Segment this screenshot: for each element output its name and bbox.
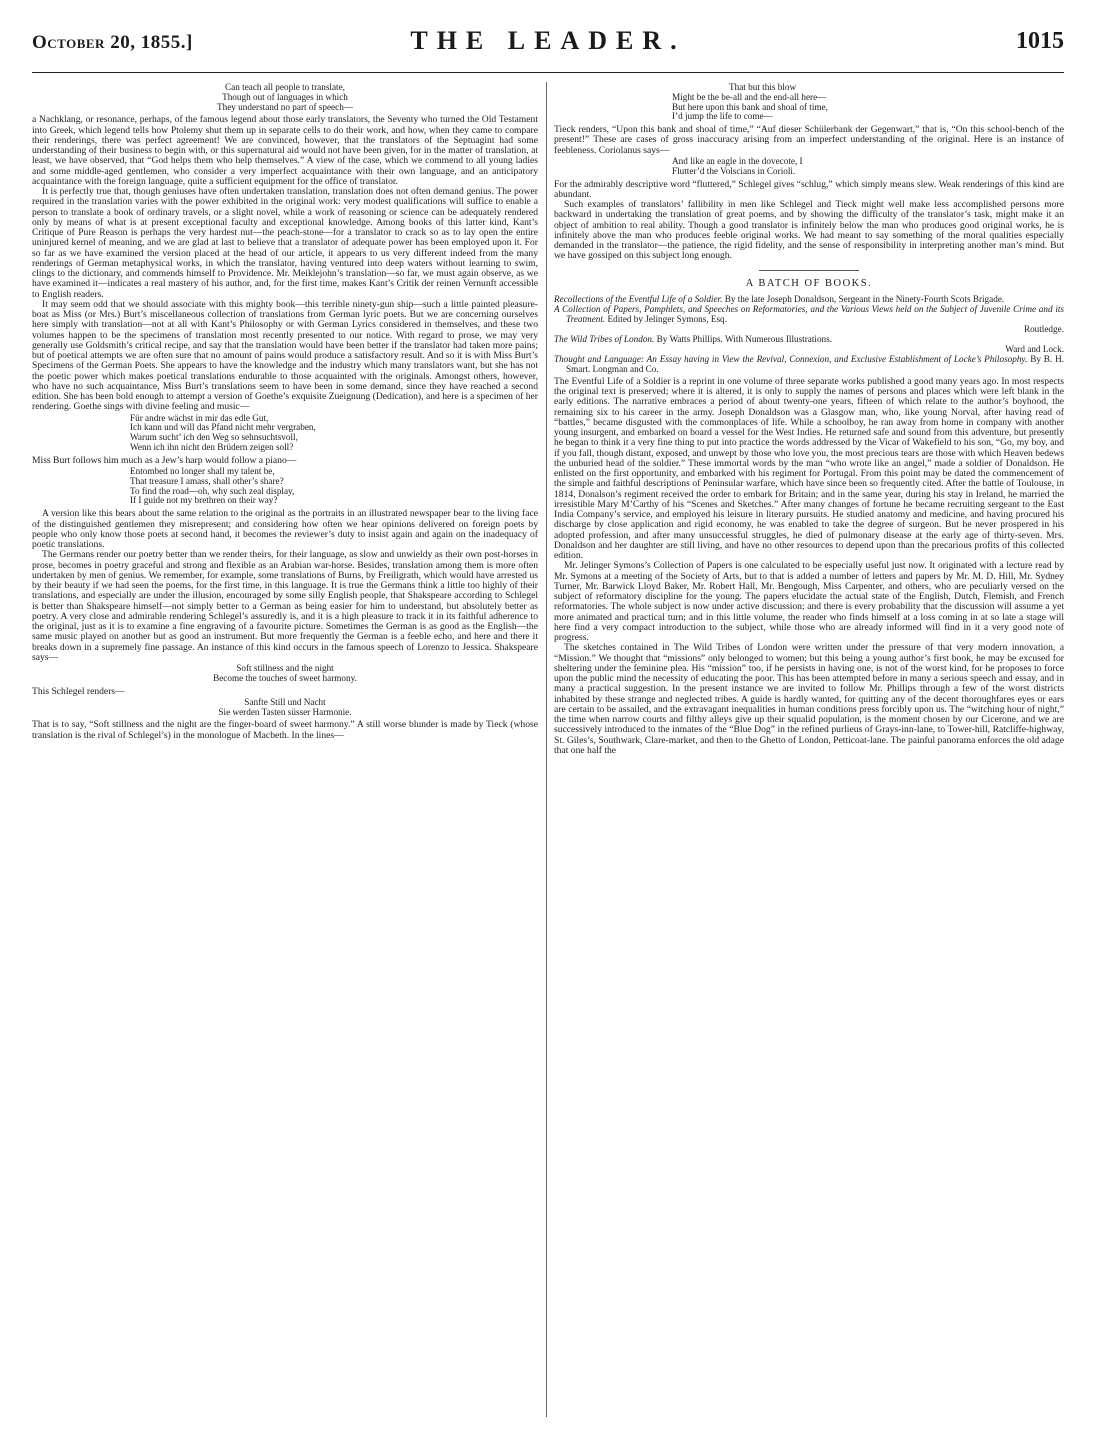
article-paragraph: A version like this bears about the same relation to the original as the portraits in an illustrated newspaper bear to the living face of the distinguished gentlemen they misrepresent; and considering how often we hear opinions delivered on foreign poets by people who only know those poets at second hand, it becomes the reviewer’s duty to insist again and again on the inadequacy of poetic translations. xyxy=(32,508,538,551)
section-title: A BATCH OF BOOKS. xyxy=(745,277,873,289)
verse-quote xyxy=(32,83,538,112)
book-title: A Collection of Papers, Pamphlets, and Speeches on Reformatories, and the Various Views held on the Subject of Juvenile Crime and its Treatment. xyxy=(554,303,1064,324)
verse-line: To find the road—oh, why such zeal display, xyxy=(130,485,295,496)
verse-line: I’d jump the life to come— xyxy=(672,111,773,122)
book-title: Thought and Language: An Essay having in View the Revival, Connexion, and Exclusive Establishment of Locke’s Philosophy. xyxy=(554,353,1028,364)
verse-line: Might be the be-all and the end-all here— xyxy=(672,91,827,102)
verse-line: And like an eagle in the dovecote, I xyxy=(672,155,803,166)
verse-line: Soft stillness and the night xyxy=(236,663,334,674)
verse-line: But here upon this bank and shoal of time, xyxy=(672,101,828,112)
article-paragraph: It is perfectly true that, though geniuses have often undertaken translation, translation does not often demand genius. The power required in the translation varies with the power exhibited in the original work: very modest qualifications will suffice to enable a person to translate a book of ordinary travels, or a slight novel, while a work of reasoning or science can be adequately rendered only by means of what is at present exceptional faculty and exceptional knowledge. Among books of this latter kind, Kant’s Critique of Pure Reason is perhaps the very hardest nut—the peach-stone—for a translator to crack so as to lay open the entire uninjured kernel of meaning, and we are glad at last to believe that a translator of adequate power has been employed upon it. For so far as we have examined the version placed at the head of our article, it appears to us very different indeed from the many renderings of German metaphysical works, in which the translator, having ventured into deep waters without learning to swim, clings to the dictionary, and commends himself to Providence. Mr. Meiklejohn’s translation—so far, we must again observe, as we have examined it—indicates a real mastery of his author, and, for the first time, makes Kant’s Critik der reinen Vernunft accessible to English readers. xyxy=(32,186,538,300)
book-entry xyxy=(554,304,1064,334)
section-heading xyxy=(554,270,1064,289)
article-paragraph: Mr. Jelinger Symons’s Collection of Papers is one calculated to be especially useful just now. It originated with a lecture read by Mr. Symons at a meeting of the Society of Arts, but to that is added a number of letters and papers by Mr. M. D. Hill, Mr. Sydney Turner, Mr. Barwick Lloyd Baker, Mr. Robert Hall, Mr. Bengough, Miss Carpenter, and others, who are peculiarly versed on the subject of reformatory discipline for the young. The papers elucidate the actual state of the English, Dutch, Flemish, and French reformatories. The whole subject is now under active discussion; and there is every probability that the discussion will assume a yet more animated and practical turn; and in this little volume, the reader who finds himself at a loss coming in at so late a stage will here find a very compact introduction to the subject, while those who are already informed will find in it a very good note of progress. xyxy=(554,560,1064,644)
book-title: Recollections of the Eventful Life of a Soldier. xyxy=(554,293,723,304)
verse-quote-english xyxy=(32,467,538,506)
book-details: By Watts Phillips. With Numerous Illustrations. xyxy=(656,333,833,344)
book-list xyxy=(554,294,1064,374)
issue-date: October 20, 1855.] xyxy=(32,32,193,53)
verse-line: Flutter’d the Volscians in Corioli. xyxy=(672,165,796,176)
book-title: The Wild Tribes of London. xyxy=(554,333,655,344)
article-paragraph: The Germans render our poetry better than we render theirs, for their language, as slow and unwieldy as their own post-horses in prose, becomes in poetry graceful and strong and flexible as an Arabian war-horse. Besides, translation among them is more often undertaken by men of genius. We remember, for example, some translations of Burns, by Freiligrath, which would have arrested us by their beauty if we had seen the poems, for the first time, in this language. It is true the Germans think a little too highly of their translations, and especially are under the illusion, encouraged by some silly English people, that Shakspeare according to Schlegel is better than Shakspeare himself—not simply better to a German as being easier for him to understand, but absolutely better as poetry. A very close and admirable rendering Schlegel’s assuredly is, and it is a high pleasure to track it in its faithful adherence to the original, just as it is to examine a fine engraving of a favourite picture. Sometimes the German is as good as the English—the same music played on another but as good an instrument. But more frequently the German is a feeble echo, and here and there it breaks down in a supremely fine passage. An instance of this kind occurs in the famous speech of Lorenzo to Jessica. Shakspeare says— xyxy=(32,549,538,663)
masthead xyxy=(32,10,1064,73)
right-column xyxy=(554,82,1064,1417)
article-paragraph: The Eventful Life of a Soldier is a reprint in one volume of three separate works published a good many years ago. In most respects the original text is preserved; where it is altered, it is only to supply the names of persons and places which were left blank in the early editions. The narrative embraces a period of about twenty-one years, fifteen of which relate to the author’s boyhood, the remaining six to his career in the army. Joseph Donaldson was a Glasgow man, who, like young Norval, after having read of “battles,” became disgusted with the commonplaces of life. While a schoolboy, he ran away from home in company with another young insurgent, and embarked on board a vessel for the West Indies. He returned safe and sound from this adventure, but presently he began to think it a very fine thing to put into practice the words addressed by the Vicar of Wakefield to his son, “Go, my boy, and if you fall, though distant, exposed, and unwept by those who love you, the most precious tears are those with which Heaven bedews the unburied head of the soldier.” These immortal words by the man “who wrote like an angel,” made a soldier of Donaldson. He enlisted on the first opportunity, and embarked with his regiment for Portugal. From this point may be dated the commencement of the simple and faithful descriptions of Peninsular warfare, which have since been so frequently cited. After the battle of Toulouse, in 1814, Donalson’s regiment received the order to embark for Britain; and in the same year, during his stay in Ireland, he married the irresistible Mary M’Carthy of his “Scenes and Sketches.” After many changes of fortune he became recruiting sergeant to the East India Company’s service, and employed his leisure in literary pursuits. He studied anatomy and medicine, and having procured his discharge by close application and rigid economy, he was enabled to take the degree of surgeon. But he never prospered in his adopted profession, and after many unsuccessful struggles, he died of pulmonary disease at the early age of thirty-seven. Mrs. Donaldson and her daughter are still living, and have no other resources to depend upon than the precarious profits of this collected edition. xyxy=(554,375,1064,562)
verse-line: Sie werden Tasten süsser Harmonie. xyxy=(218,706,352,717)
article-paragraph: It may seem odd that we should associate with this mighty book—this terrible ninety-gun ship—such a little painted pleasure-boat as Miss (or Mrs.) Burt’s miscellaneous collection of translations from German lyric poets. But we are concerning ourselves here simply with translation—not at all with Kant’s Philosophy or with German Lyrics considered in themselves, and these two volumes happen to be the specimens of translation most recently presented to our notice. With regard to prose, we may very generally use Goldsmith’s critical recipe, and say that the translation would have been better if the translator had taken more pains; but of poetical attempts we are often sure that no amount of pains would produce a satisfactory result. And so it is with Miss Burt’s Specimens of the German Poets. She appears to have the knowledge and the industry which many translators want, but she has not the poetic power which makes poetical translations endurable to those acquainted with the originals. Amongst others, however, who have no such acquaintance, Miss Burt’s translations seem to have been in some demand, since they have reached a second edition. She has been bold enough to attempt a version of Goethe’s exquisite Zueignung (Dedication), and here is a specimen of her rendering. Goethe sings with divine feeling and music— xyxy=(32,298,538,413)
book-details: By B. H. Smart. Longman and Co. xyxy=(566,353,1064,374)
book-details: Edited by Jelinger Symons, Esq. xyxy=(607,313,727,324)
verse-quote-macbeth xyxy=(554,83,1064,122)
verse-line: That treasure I amass, shall other’s share? xyxy=(130,475,284,486)
verse-line: They understand no part of speech— xyxy=(217,101,353,112)
column-divider xyxy=(546,82,547,1417)
verse-line: Ich kann und will das Pfand nicht mehr vergraben, xyxy=(130,422,316,433)
verse-line: Become the touches of sweet harmony. xyxy=(213,672,357,683)
book-entry xyxy=(554,334,1064,354)
article-paragraph: This Schlegel renders— xyxy=(32,685,125,697)
verse-line: Entombed no longer shall my talent be, xyxy=(130,466,275,477)
verse-line: Can teach all people to translate, xyxy=(225,82,345,92)
verse-quote-schlegel xyxy=(32,698,538,718)
page-number: 1015 xyxy=(1016,28,1064,54)
verse-quote-german xyxy=(32,414,538,453)
book-publisher: Routledge. xyxy=(1023,323,1064,334)
verse-line: Though out of languages in which xyxy=(222,91,348,102)
section-rule xyxy=(759,270,859,271)
article-paragraph: For the admirably descriptive word “fluttered,” Schlegel gives “schlug,” which simply means slew. Weak renderings of this kind are abundant. xyxy=(554,178,1064,200)
verse-line: Wenn ich ihn nicht den Brüdern zeigen soll? xyxy=(130,442,294,453)
article-paragraph: a Nachklang, or resonance, perhaps, of the famous legend about those early translators, the Seventy who turned the Old Testament into Greek, which legend tells how Ptolemy shut them up in separate cells to do their work, and how, when they came to compare their renderings, there was perfect agreement! We are convinced, however, that the translators of the Septuagint had some understanding of their business to begin with, or this supernatural aid would not have been given, for in the matter of translation, at least, we have observed, that “God helps them who help themselves.” A view of the case, which we commend to all young ladies and some middle-aged gentlemen, who consider a very imperfect acquaintance with their own language, and an anticipatory acquaintance with the foreign language, quite a sufficient equipment for the office of translator. xyxy=(32,114,538,187)
book-entry xyxy=(554,294,1064,304)
verse-line: Sanfte Still und Nacht xyxy=(244,696,326,707)
verse-quote-coriolanus xyxy=(554,157,1064,177)
verse-line: Für andre wächst in mir das edle Gut, xyxy=(130,412,269,423)
book-entry xyxy=(554,354,1064,374)
left-column xyxy=(32,82,538,1417)
article-paragraph: Miss Burt follows him much as a Jew’s harp would follow a piano— xyxy=(32,454,297,466)
article-paragraph: That is to say, “Soft stillness and the night are the finger-board of sweet harmony.” A still worse blunder is made by Tieck (whose translation is the rival of Schlegel’s) in the monologue of Macbeth. In the lines— xyxy=(32,719,538,741)
book-details: By the late Joseph Donaldson, Sergeant in the Ninety-Fourth Scots Brigade. xyxy=(724,293,1005,304)
verse-line: That but this blow xyxy=(729,82,797,92)
verse-quote-shakspeare xyxy=(32,664,538,684)
article-paragraph: The sketches contained in The Wild Tribes of London were written under the pressure of that very modern innovation, a “Mission.” We thought that “missions” only belonged to women; but this being a young author’s first book, he may be excused for sheltering under the feminine plea. His “mission” too, if he persists in having one, is not of the worst kind, for he proposes to force upon the public mind the necessity of educating the poor. This has been attempted before in many a serious speech and essay, and in many a practical suggestion. In the present instance we are invited to follow Mr. Phillips through a few of the worst districts inhabited by these strange and neglected tribes. A guide is hardly wanted, for quitting any of the decent thoroughfares eyes or ears are certain to be assailed, and the extravagant inequalities in human conditions press forcibly upon us. The “witching hour of night,” the time when narrow courts and filthy alleys give up their squalid population, is the moment chosen by our Cicerone, and we are successively introduced to the inmates of the “Blue Dog” in the refined purlieus of Grays-inn-lane, to Tower-hill, Ratcliffe-highway, St. Giles’s, Southwark, Clare-market, and then to the Ghetto of London, Petticoat-lane. The painful panorama enforces the old adage that one half the xyxy=(554,642,1064,756)
verse-line: Warum sucht’ ich den Weg so sehnsuchtsvoll, xyxy=(130,432,298,443)
article-paragraph: Tieck renders, “Upon this bank and shoal of time,” “Auf dieser Schülerbank der Gegenwart,” that is, “On this school-bench of the present!” These are cases of gross inaccuracy arising from an imperfect understanding of the original. Here is an instance of feebleness. Coriolanus says— xyxy=(554,124,1064,156)
book-publisher: Ward and Lock. xyxy=(1005,343,1064,354)
newspaper-title: THE LEADER. xyxy=(410,26,686,55)
article-paragraph: Such examples of translators’ fallibility in men like Schlegel and Tieck might well make less accomplished persons more backward in undertaking the translation of great poems, and by showing the difficulty of the translator’s task, might make it an object of ambition to real ability. Though a good translator is infinitely below the man who produces good original works, he is infinitely above the man who produces feeble original works. We had meant to say something of the moral qualities especially demanded in the translator—the patience, the rigid fidelity, and the sense of responsibility in interpreting another man’s mind. But we have gossiped on this subject long enough. xyxy=(554,199,1064,262)
verse-line: If I guide not my brethren on their way? xyxy=(130,495,278,506)
